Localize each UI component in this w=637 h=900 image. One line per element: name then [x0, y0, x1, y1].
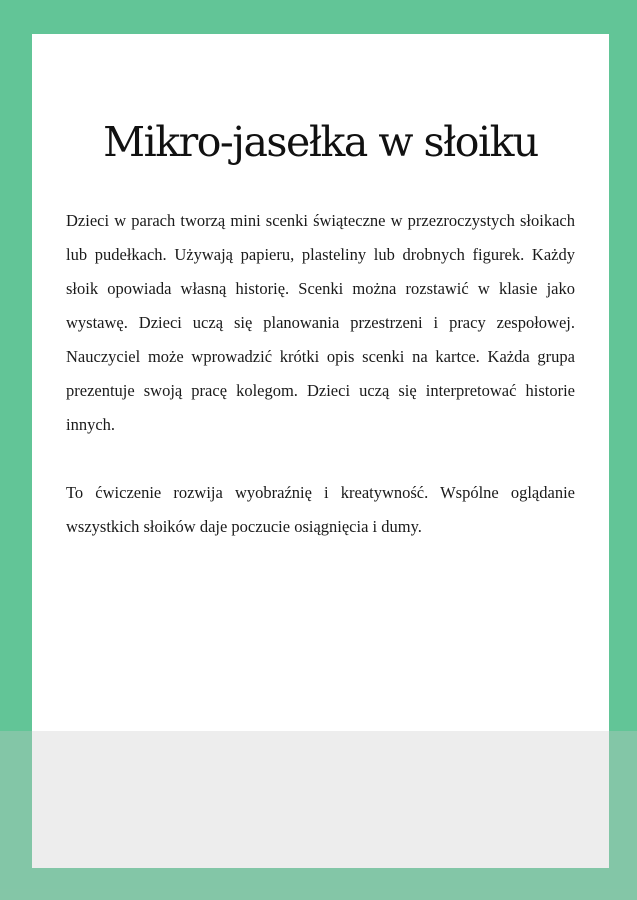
- document-page: [32, 34, 609, 868]
- paragraph-description: Dzieci w parach tworzą mini scenki świąteczne w przezroczystych słoikach lub pudełkach. Używają papieru, plasteliny lub drobnych figurek. Każdy słoik opowiada własną historię. Scenki można rozstawić w klasie jako wystawę. Dzieci uczą się planowania przestrzeni i pracy zespołowej. Nauczyciel może wprowadzić krótki opis scenki na kartce. Każda grupa prezentuje swoją pracę kolegom. Dzieci uczą się interpretować historie innych.: [66, 211, 575, 434]
- page-title: Mikro-jasełka w słoiku: [103, 118, 538, 166]
- paragraph-summary: To ćwiczenie rozwija wyobraźnię i kreatywność. Wspólne oglądanie wszystkich słoików daje poczucie osiągnięcia i dumy.: [66, 483, 575, 536]
